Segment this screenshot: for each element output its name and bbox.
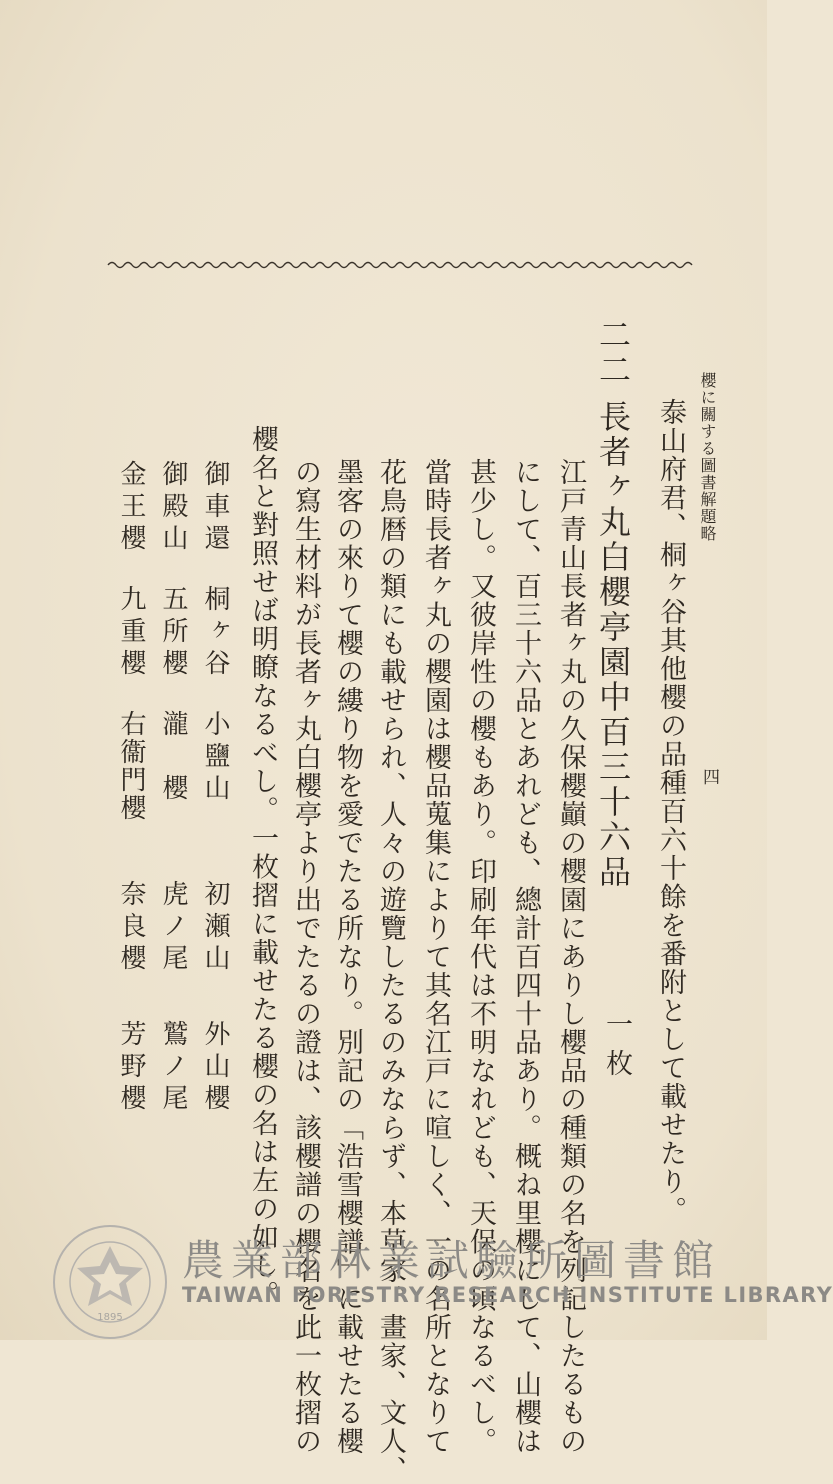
body-column-1: 江戸青山長者ヶ丸の久保櫻巓の櫻園にありし櫻品の種類の名を列記したるもの: [555, 458, 586, 1456]
library-name-english: TAIWAN FORESTRY RESEARCH INSTITUTE LIBRARY: [182, 1283, 833, 1307]
seal-year: 1895: [97, 1312, 123, 1323]
body-column-6: 墨客の來りて櫻の縷り物を愛でたる所なり。別記の「浩雪櫻譜」に載せたる櫻: [332, 458, 363, 1456]
running-title: 櫻に關する圖書解題略: [698, 372, 717, 542]
cherry-name: 芳野櫻: [116, 1020, 146, 1116]
body-column-5: 花鳥暦の類にも載せられ、人々の遊覽したるのみならず、本草家、畫家、文人、: [375, 458, 406, 1484]
body-column-3: 甚少し。又彼岸性の櫻もあり。印刷年代は不明なれども、天保の頃なるべし。: [465, 458, 496, 1456]
cherry-name: 虎ノ尾: [158, 880, 188, 976]
cherry-name: 鷲ノ尾: [158, 1020, 188, 1116]
library-seal-icon: [50, 1222, 170, 1342]
body-column-4: 當時長者ヶ丸の櫻園は櫻品蒐集によりて其名江戸に喧しく、一の名所となりて: [420, 458, 451, 1456]
cherry-name: 御殿山: [158, 460, 188, 556]
cherry-list-column-2: [158, 460, 192, 1160]
library-name-chinese: 農業部林業試驗所圖書館: [182, 1236, 722, 1285]
wavy-divider: [108, 258, 680, 272]
cherry-name: 五所櫻: [158, 585, 188, 681]
cherry-list-column-3: [116, 460, 150, 1160]
cherry-name: 瀧 櫻: [158, 710, 188, 806]
page-number: 四: [699, 768, 719, 787]
previous-entry-text: 泰山府君、桐ヶ谷其他櫻の品種百六十餘を番附として載せたり。: [655, 398, 686, 1225]
cherry-name: 金王櫻: [116, 460, 146, 556]
cherry-name: 奈良櫻: [116, 880, 146, 976]
cherry-name: 桐ヶ谷: [200, 585, 230, 681]
section-number: 二二: [594, 318, 632, 388]
section-count: 一枚: [601, 1010, 632, 1088]
body-column-2: にして、百三十六品とあれども、總計百四十品あり。概ね里櫻にして、山櫻は: [510, 458, 541, 1456]
cherry-name: 右衞門櫻: [116, 710, 146, 822]
section-title: 長者ヶ丸白櫻亭園中百三十六品: [594, 400, 632, 890]
cherry-name: 九重櫻: [116, 585, 146, 681]
body-column-7: の寫生材料が長者ヶ丸白櫻亭より出でたるの證は、該櫻譜の櫻名を此一枚摺の: [290, 458, 321, 1456]
cherry-name: 小鹽山: [200, 710, 230, 806]
body-column-8: 櫻名と對照せば明瞭なるべし。一枚摺に載せたる櫻の名は左の如し。: [247, 425, 278, 1309]
cherry-name: 御車還: [200, 460, 230, 556]
cherry-name: 外山櫻: [200, 1020, 230, 1116]
cherry-name: 初瀬山: [200, 880, 230, 976]
cherry-list-column-1: [200, 460, 234, 1160]
